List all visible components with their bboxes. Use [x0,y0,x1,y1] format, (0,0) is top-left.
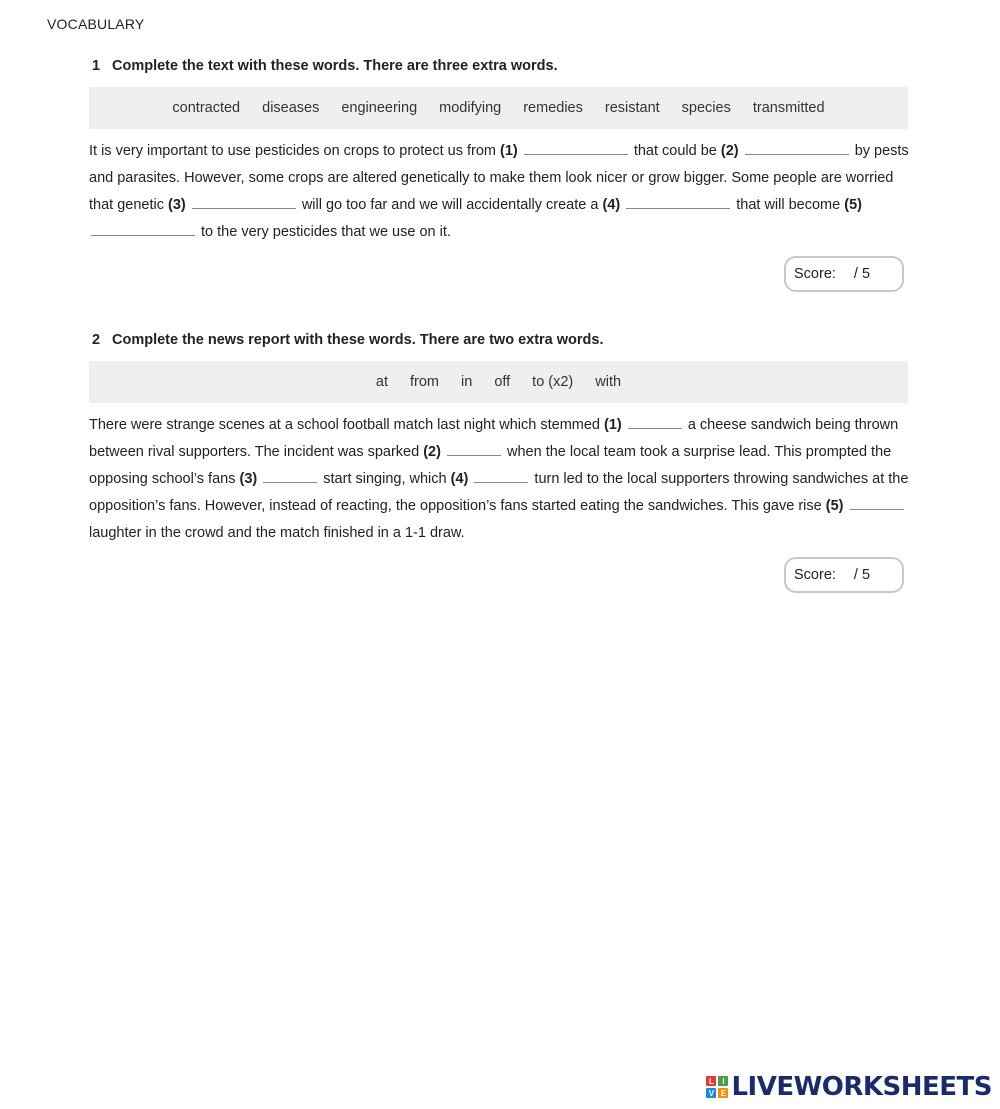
word-bank-item: diseases [262,100,320,116]
answer-blank-1[interactable] [524,140,628,155]
passage-text: that could be [633,143,717,159]
passage-text: to the very pesticides that we use on it. [201,224,451,240]
task2-passage [89,412,909,547]
gap-number: (1) [604,417,622,433]
logo-letter-v: V [706,1088,716,1098]
logo-wordmark: LIVEWORKSHEETS [731,1072,992,1102]
passage-text: laughter in the crowd and the match finished in a 1-1 draw. [89,525,465,541]
passage-text: There were strange scenes at a school football match last night which stemmed [89,417,600,433]
passage-text: a cheese sandwich being thrown between rival supporters. The incident was sparked [89,417,899,460]
word-bank-item: engineering [341,100,418,116]
gap-number: (4) [602,197,621,213]
answer-blank-1[interactable] [628,414,682,429]
word-bank-item: resistant [604,100,660,116]
answer-blank-3[interactable] [263,468,317,483]
passage-text: by pests and parasites. However, some crops are altered genetically to make them look nicer or grow bigger. Some people are worried that genetic [89,143,909,213]
task2-instruction: Complete the news report with these words. There are two extra words. [112,332,604,348]
logo-letter-i: I [718,1076,728,1086]
word-bank-item: to (x2) [532,374,574,390]
word-bank-item: species [681,100,731,116]
answer-blank-5[interactable] [850,495,904,510]
passage-text: turn led to the local supporters throwing sandwiches at the opposition’s fans. However, instead of reacting, the opposition’s fans started eating the sandwiches. This gave rise [89,471,909,514]
passage-text: when the local team took a surprise lead. This prompted the opposing school’s fans [89,444,892,487]
word-bank-item: with [595,374,622,390]
score-label: Score: [794,266,836,282]
score-total: / 5 [853,567,871,583]
logo-letter-e: E [718,1088,728,1098]
logo-mark-icon [706,1076,728,1098]
gap-number: (3) [168,197,186,213]
score-total: / 5 [853,266,871,282]
word-bank-item: remedies [523,100,583,116]
answer-blank-5[interactable] [91,221,195,236]
task1-word-bank [89,87,908,129]
word-bank-item: at [375,374,389,390]
gap-number: (2) [423,444,441,460]
word-bank-item: off [494,374,511,390]
word-bank-item: in [461,374,473,390]
gap-number: (4) [450,471,469,487]
answer-blank-2[interactable] [745,140,849,155]
answer-blank-2[interactable] [447,441,501,456]
gap-number: (1) [500,143,518,159]
word-bank-item: transmitted [752,100,825,116]
page-heading: VOCABULARY [47,16,145,32]
liveworksheets-logo [706,1072,992,1102]
task1-number: 1 [92,58,101,74]
task1-score-box [784,256,904,292]
word-bank-item: contracted [172,100,241,116]
answer-blank-3[interactable] [192,194,296,209]
gap-number: (3) [239,471,258,487]
logo-letter-l: L [706,1076,716,1086]
passage-text: It is very important to use pesticides on crops to protect us from [89,143,496,159]
task1-instruction: Complete the text with these words. There are three extra words. [112,58,558,74]
answer-blank-4[interactable] [474,468,528,483]
gap-number: (5) [844,197,862,213]
gap-number: (5) [825,498,844,514]
task1-passage [89,138,909,246]
passage-text: start singing, which [323,471,447,487]
gap-number: (2) [720,143,739,159]
task2-word-bank [89,361,908,403]
answer-blank-4[interactable] [626,194,730,209]
task2-number: 2 [92,332,101,348]
task2-title [92,332,604,348]
passage-text: that will become [736,197,841,213]
score-label: Score: [794,567,836,583]
word-bank-item: from [410,374,440,390]
task2-score-box [784,557,904,593]
passage-text: will go too far and we will accidentally create a [301,197,599,213]
word-bank-item: modifying [439,100,502,116]
task1-title [92,58,558,74]
